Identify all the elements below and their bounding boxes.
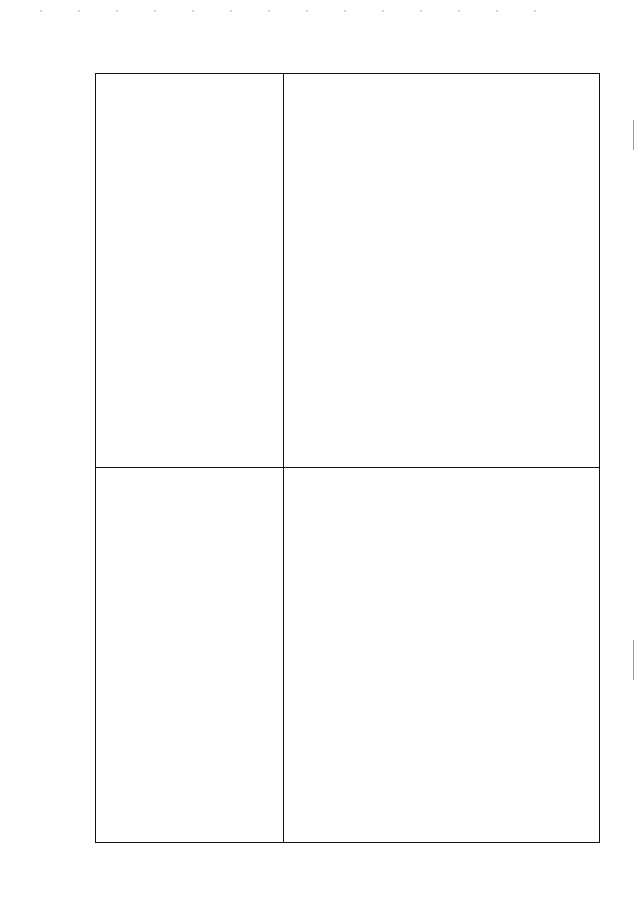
scan-edge-mark [633, 640, 634, 680]
scan-artifact-dots [40, 10, 560, 12]
budget-table [95, 73, 600, 843]
scan-edge-mark [633, 120, 634, 150]
column-divider [283, 74, 284, 842]
row-divider [96, 467, 599, 468]
